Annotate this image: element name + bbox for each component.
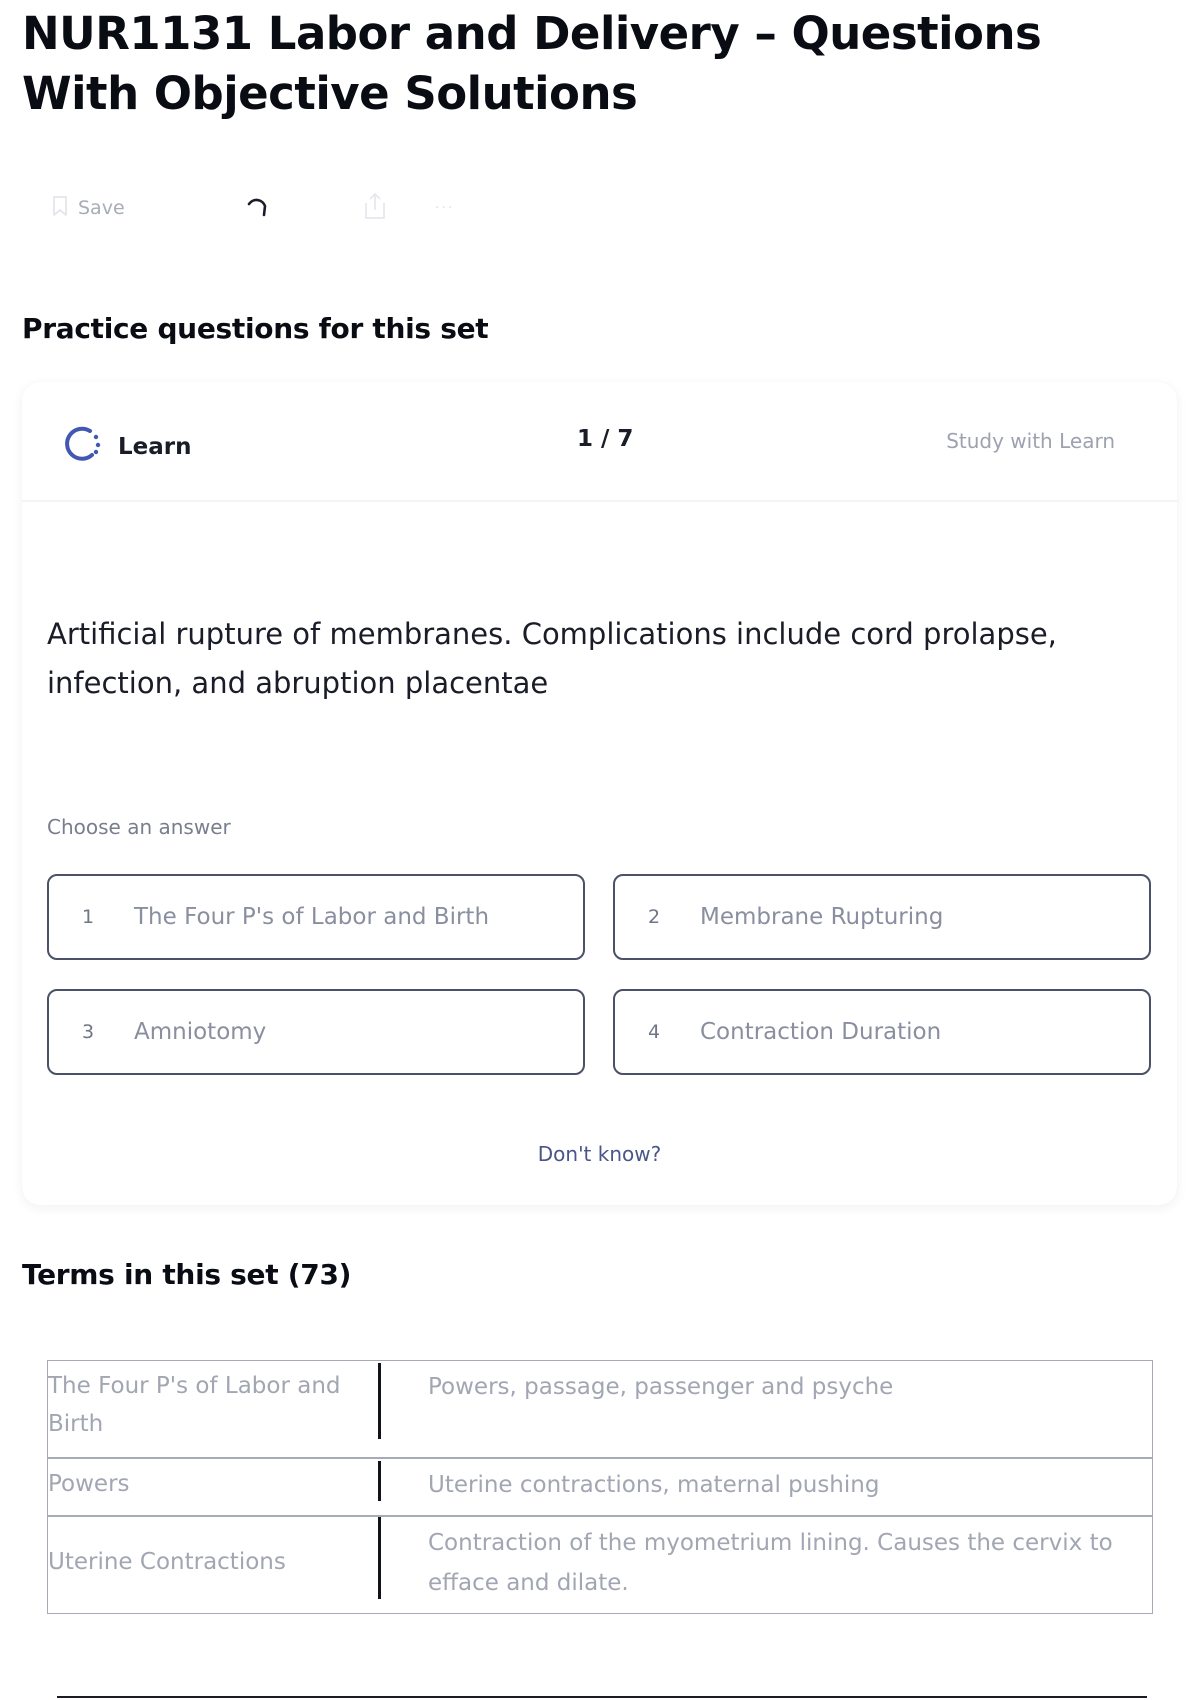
option-text: Amniotomy <box>134 1019 267 1045</box>
term-definition: Uterine contractions, maternal pushing <box>428 1472 880 1498</box>
practice-card <box>22 382 1177 1205</box>
practice-card-header <box>22 382 1177 502</box>
share-button[interactable] <box>362 190 388 226</box>
answer-option-2[interactable] <box>613 874 1151 960</box>
option-text: The Four P's of Labor and Birth <box>134 904 490 930</box>
terms-section-title: Terms in this set (73) <box>22 1258 352 1291</box>
learn-icon <box>60 422 104 471</box>
more-icon: ··· <box>435 200 455 216</box>
column-divider <box>378 1363 381 1439</box>
answer-option-1[interactable] <box>47 874 585 960</box>
toolbar <box>52 190 512 226</box>
term-word: Powers <box>48 1471 130 1497</box>
bookmark-icon <box>52 195 68 222</box>
answer-option-3[interactable] <box>47 989 585 1075</box>
practice-section-title: Practice questions for this set <box>22 312 489 345</box>
study-with-learn-link[interactable]: Study with Learn <box>946 429 1115 453</box>
page-title: NUR1131 Labor and Delivery – Questions With Objective Solutions <box>22 7 1042 120</box>
learn-label: Learn <box>118 433 192 460</box>
option-text: Contraction Duration <box>700 1019 942 1045</box>
footer-divider <box>57 1696 1147 1698</box>
save-label: Save <box>78 197 125 219</box>
learn-badge <box>60 422 192 471</box>
term-definition: Powers, passage, passenger and psyche <box>428 1374 894 1400</box>
save-button[interactable] <box>52 190 125 226</box>
term-word: Uterine Contractions <box>48 1549 286 1575</box>
term-row <box>48 1515 1152 1613</box>
term-word: The Four P's of Labor and Birth <box>48 1373 341 1437</box>
question-prompt: Artificial rupture of membranes. Complications include cord prolapse, infection, and abruption placentae <box>47 617 1057 700</box>
option-number: 4 <box>648 1021 661 1043</box>
loading-spinner-icon <box>242 190 272 226</box>
share-icon <box>362 191 388 226</box>
option-number: 3 <box>82 1021 95 1043</box>
term-row <box>48 1361 1152 1457</box>
option-number: 1 <box>82 906 95 928</box>
column-divider <box>378 1461 381 1501</box>
question-progress: 1 / 7 <box>577 426 634 452</box>
term-definition: Contraction of the myometrium lining. Causes the cervix to efface and dilate. <box>428 1530 1113 1596</box>
more-options-button[interactable] <box>435 190 454 226</box>
dont-know-button[interactable]: Don't know? <box>537 1142 662 1166</box>
option-number: 2 <box>648 906 661 928</box>
column-divider <box>378 1517 381 1599</box>
choose-answer-label: Choose an answer <box>47 815 231 839</box>
option-text: Membrane Rupturing <box>700 904 944 930</box>
term-row <box>48 1457 1152 1515</box>
answer-option-4[interactable] <box>613 989 1151 1075</box>
terms-table <box>47 1360 1153 1614</box>
